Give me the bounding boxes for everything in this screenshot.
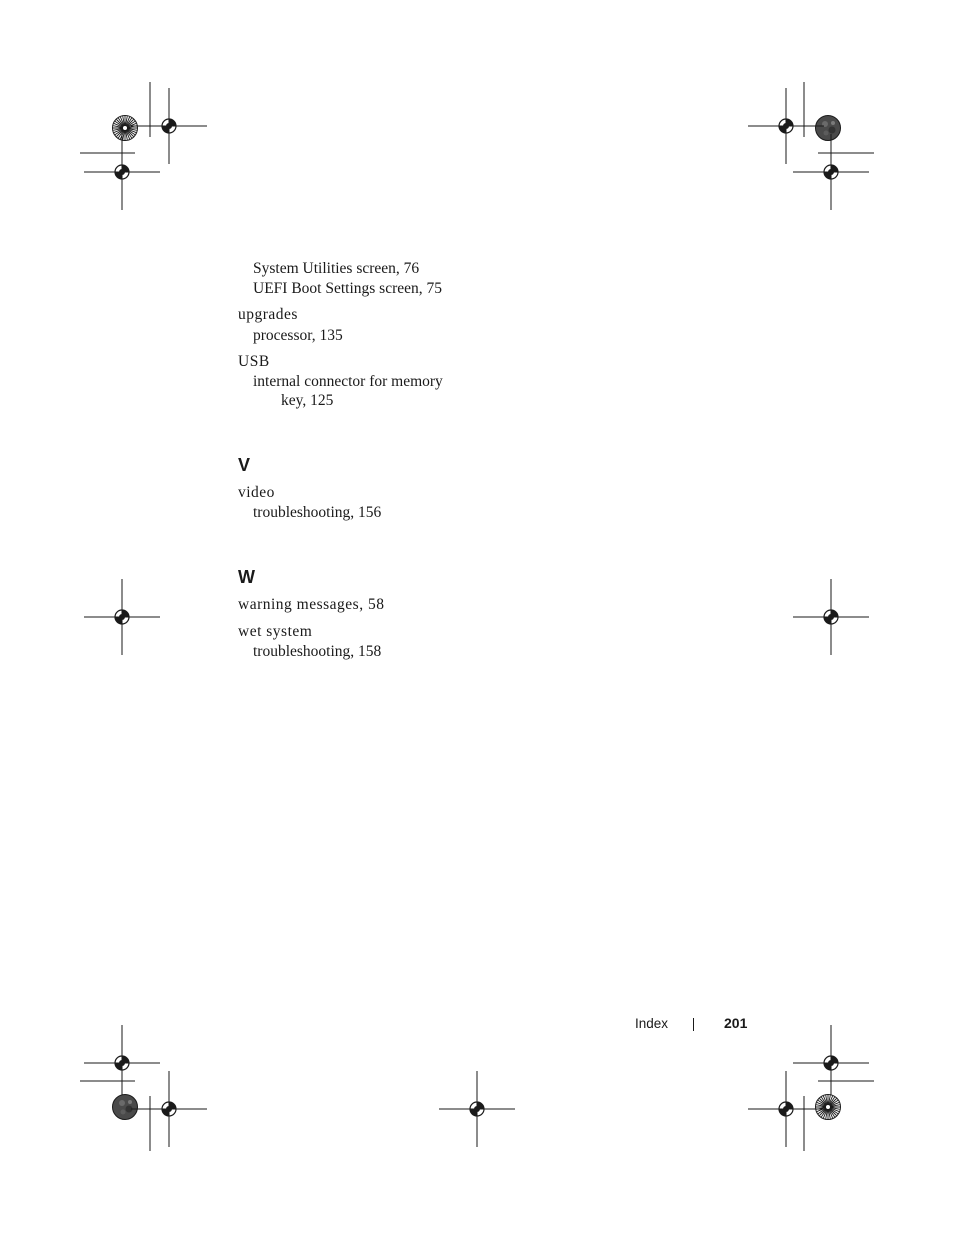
registration-crosshair-icon <box>84 579 160 655</box>
index-entry-upgrades: upgrades <box>238 306 298 323</box>
footer-separator <box>693 1018 694 1031</box>
registration-crosshair-icon <box>131 1071 207 1147</box>
index-subentry-internal-connector: internal connector for memory <box>253 373 443 390</box>
index-entry-video: video <box>238 484 275 501</box>
registration-crosshair-icon <box>84 134 160 210</box>
registration-crosshair-icon <box>748 88 824 164</box>
registration-crosshair-icon <box>439 1071 515 1147</box>
registration-crosshair-icon <box>793 134 869 210</box>
registration-crosshair-icon <box>131 88 207 164</box>
page-number: 201 <box>724 1015 748 1031</box>
index-entry-warning-messages: warning messages, 58 <box>238 596 385 613</box>
index-subentry-system-utilities: System Utilities screen, 76 <box>253 260 420 277</box>
index-entry-wet-system: wet system <box>238 623 313 640</box>
star-target-icon-bottom-right <box>816 1095 841 1120</box>
star-target-icon-top-left <box>113 116 138 141</box>
index-subentry-wet-system-troubleshooting: troubleshooting, 158 <box>253 643 382 660</box>
registration-crosshair-icon <box>793 579 869 655</box>
registration-crosshair-icon <box>748 1071 824 1147</box>
registration-crosshair-icon <box>793 1025 869 1101</box>
dark-target-icon-bottom-left <box>113 1095 138 1120</box>
footer-section-label: Index <box>635 1016 669 1031</box>
index-subentry-processor: processor, 135 <box>253 327 343 344</box>
index-subentry-video-troubleshooting: troubleshooting, 156 <box>253 504 382 521</box>
index-subentry-uefi-boot-settings: UEFI Boot Settings screen, 75 <box>253 280 442 297</box>
registration-crosshair-icon <box>84 1025 160 1101</box>
section-letter-v: V <box>238 455 251 475</box>
index-entry-usb: USB <box>238 353 270 370</box>
index-subentry-continuation: key, 125 <box>281 392 334 409</box>
dark-target-icon-top-right <box>816 116 841 141</box>
section-letter-w: W <box>238 567 255 587</box>
